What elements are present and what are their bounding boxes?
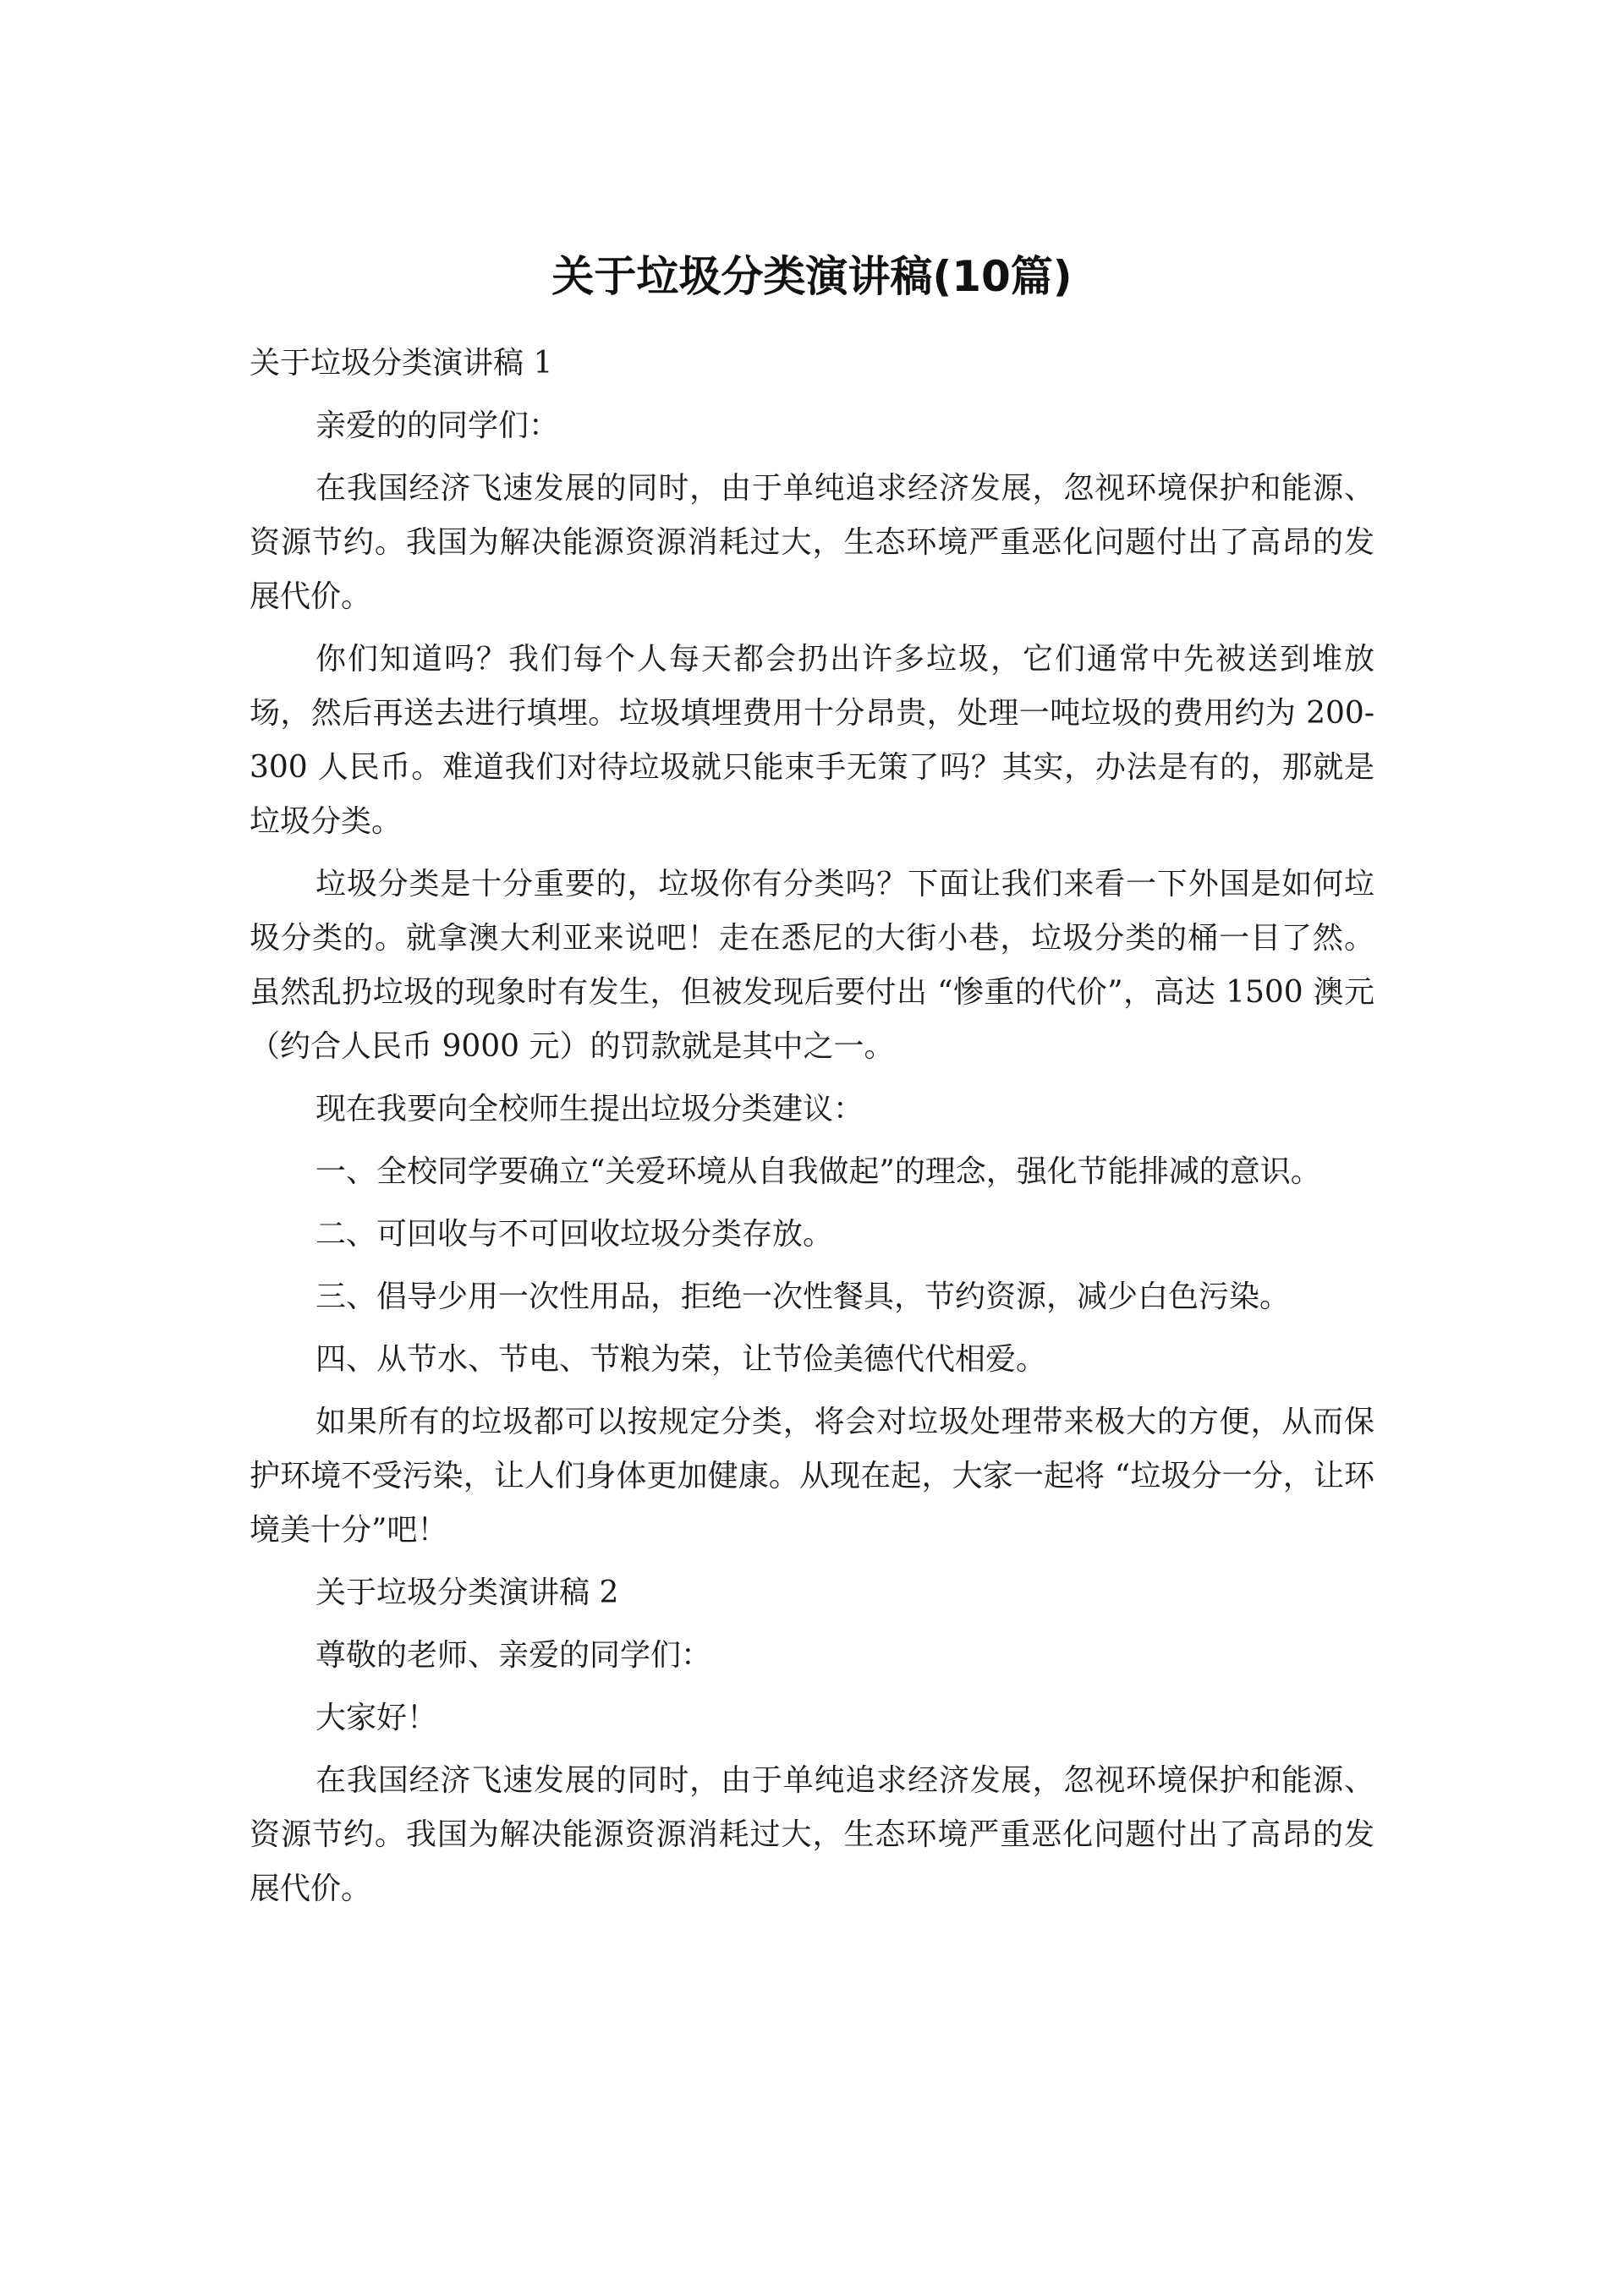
paragraph: 在我国经济飞速发展的同时，由于单纯追求经济发展，忽视环境保护和能源、资源节约。我国为解决能源资源消耗过大，生态环境严重恶化问题付出了高昂的发展代价。 [250, 471, 1374, 614]
section-heading-2: 关于垃圾分类演讲稿 2 [315, 1575, 619, 1610]
paragraph: 在我国经济飞速发展的同时，由于单纯追求经济发展，忽视环境保护和能源、资源节约。我国为解决能源资源消耗过大，生态环境严重恶化问题付出了高昂的发展代价。 [250, 1763, 1374, 1906]
paragraph: 你们知道吗？我们每个人每天都会扔出许多垃圾，它们通常中先被送到堆放场，然后再送去进行填埋。垃圾填埋费用十分昂贵，处理一吨垃圾的费用约为 200-300 人民币。难道我们对待垃圾就只能束手无策了吗？其实，办法是有的，那就是垃圾分类。 [250, 642, 1374, 839]
proposal-item: 二、可回收与不可回收垃圾分类存放。 [315, 1217, 834, 1252]
greeting: 大家好！ [315, 1701, 438, 1735]
paragraph: 现在我要向全校师生提出垃圾分类建议： [315, 1092, 864, 1126]
proposal-item: 四、从节水、节电、节粮为荣，让节俭美德代代相爱。 [315, 1342, 1047, 1377]
document-title: 关于垃圾分类演讲稿(10篇) [551, 252, 1073, 301]
section-heading-1: 关于垃圾分类演讲稿 1 [250, 346, 553, 381]
salutation: 尊敬的老师、亲爱的同学们： [315, 1638, 712, 1673]
proposal-item: 三、倡导少用一次性用品，拒绝一次性餐具，节约资源，减少白色污染。 [315, 1280, 1291, 1314]
paragraph: 如果所有的垃圾都可以按规定分类，将会对垃圾处理带来极大的方便，从而保护环境不受污染，让人们身体更加健康。从现在起，大家一起将 “垃圾分一分，让环境美十分”吧！ [250, 1405, 1374, 1548]
proposal-item: 一、全校同学要确立“关爱环境从自我做起”的理念，强化节能排减的意识。 [315, 1154, 1321, 1189]
salutation: 亲爱的的同学们： [315, 408, 560, 443]
document-body [250, 337, 1374, 1925]
paragraph: 垃圾分类是十分重要的，垃圾你有分类吗？下面让我们来看一下外国是如何垃圾分类的。就拿澳大利亚来说吧！走在悉尼的大街小巷，垃圾分类的桶一目了然。虽然乱扔垃圾的现象时有发生，但被发现后要付出 “惨重的代价”，高达 1500 澳元（约合人民币 9000 元）的罚款就是其中之一。 [250, 867, 1374, 1064]
